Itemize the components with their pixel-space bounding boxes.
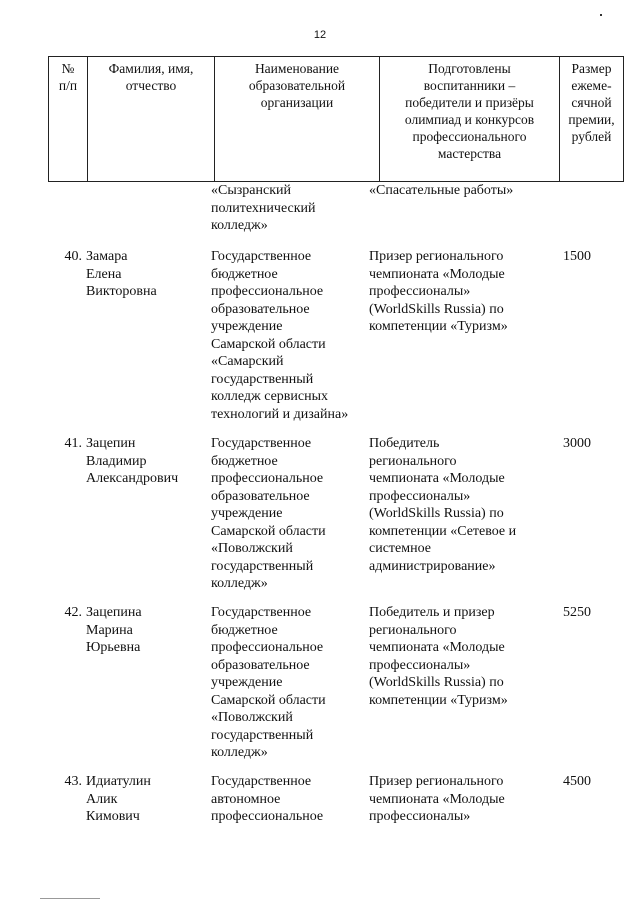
text-line: Зацепин <box>86 436 136 451</box>
text-line: учреждение <box>211 319 283 334</box>
text-line: Марина <box>86 622 133 638</box>
text-line: «Самарский <box>211 354 284 369</box>
text-line: Победитель <box>369 436 440 451</box>
achievement <box>369 773 541 826</box>
scan-mark <box>600 14 602 16</box>
text-line: образовательное <box>211 488 310 504</box>
organization <box>211 435 366 593</box>
page-number: 12 <box>313 29 327 41</box>
text-line: администрирование» <box>369 558 496 574</box>
text-line: п/п <box>58 78 78 93</box>
text-line: государственный <box>211 371 314 387</box>
bonus-amount <box>541 773 591 791</box>
text-line: Фамилия, имя, <box>108 61 194 76</box>
text-line: Замара <box>86 249 128 264</box>
footer-rule <box>40 898 100 899</box>
text-line: компетенции «Туризм» <box>369 319 508 334</box>
text-line: учреждение <box>211 675 283 690</box>
full-name <box>86 248 204 301</box>
text-line: Наименование <box>254 61 340 76</box>
organization <box>211 604 366 762</box>
achievement <box>369 182 541 200</box>
text-line: Александрович <box>86 471 179 486</box>
text-line: профессиональное <box>211 471 324 486</box>
bonus-amount <box>541 248 591 266</box>
full-name <box>86 773 204 826</box>
text-line: чемпионата «Молодые <box>369 640 505 655</box>
text-line: (WorldSkills Russia) по <box>369 301 504 317</box>
text-line: колледж» <box>211 576 268 591</box>
text-line: 43. <box>64 774 82 789</box>
achievement <box>369 435 541 575</box>
text-line: чемпионата «Молодые <box>369 471 505 486</box>
text-line: образовательной <box>248 78 346 93</box>
text-line: премии, <box>568 112 615 127</box>
text-line: колледж сервисных <box>211 389 329 404</box>
text-line: Государственное <box>211 605 312 620</box>
text-line: профессиональное <box>211 640 324 655</box>
header-org <box>215 57 380 182</box>
text-line: (WorldSkills Russia) по <box>369 675 504 690</box>
bonus-amount <box>541 435 591 453</box>
text-line: Владимир <box>86 453 147 469</box>
text-line: Самарской области <box>211 336 326 352</box>
text-line: Размер <box>571 61 612 76</box>
text-line: профессиональное <box>211 809 324 824</box>
text-line: № <box>61 61 75 76</box>
text-line: системное <box>369 541 431 556</box>
text-line: мастерства <box>437 146 502 161</box>
text-line: образовательное <box>211 657 310 673</box>
text-line: профессионалы» <box>369 657 471 673</box>
text-line: Призер регионального <box>369 249 504 264</box>
text-line: Подготовлены <box>428 61 511 76</box>
text-line: образовательное <box>211 301 310 317</box>
text-line: «Поволжский <box>211 710 293 725</box>
text-line: (WorldSkills Russia) по <box>369 506 504 521</box>
text-line: «Спасательные работы» <box>369 183 514 198</box>
text-line: колледж» <box>211 218 268 233</box>
row-number <box>48 435 82 453</box>
achievement <box>369 248 541 336</box>
text-line: Елена <box>86 266 122 282</box>
text-line: государственный <box>211 727 314 743</box>
text-line: профессионалы» <box>369 284 471 299</box>
text-line: Государственное <box>211 249 312 264</box>
text-line: 5250 <box>563 605 591 620</box>
text-line: колледж» <box>211 745 268 760</box>
text-line: олимпиад и конкурсов <box>404 112 535 127</box>
text-line: профессионалы» <box>369 488 471 504</box>
table-header <box>48 56 624 182</box>
text-line: сячной <box>571 95 612 110</box>
text-line: 41. <box>64 436 82 451</box>
row-number <box>48 604 82 622</box>
text-line: чемпионата «Молодые <box>369 266 505 282</box>
header-achievement <box>380 57 560 182</box>
text-line: 4500 <box>563 774 591 789</box>
full-name <box>86 435 204 488</box>
row-number <box>48 773 82 791</box>
text-line: регионального <box>369 453 457 469</box>
organization <box>211 248 366 423</box>
text-line: Призер регионального <box>369 774 504 789</box>
text-line: Самарской области <box>211 692 326 708</box>
text-line: 40. <box>64 249 82 264</box>
text-line: отчество <box>125 78 177 93</box>
text-line: профессионалы» <box>369 809 471 824</box>
text-line: компетенции «Туризм» <box>369 692 508 708</box>
organization <box>211 182 366 235</box>
text-line: «Поволжский <box>211 541 293 556</box>
text-line: профессионального <box>412 129 527 144</box>
text-line: Победитель и призер <box>369 605 495 620</box>
text-line: политехнический <box>211 200 316 216</box>
text-line: Идиатулин <box>86 774 151 789</box>
text-line: ежеме- <box>571 78 612 93</box>
text-line: организации <box>260 95 334 110</box>
text-line: воспитанники – <box>423 78 516 93</box>
text-line: Юрьевна <box>86 640 141 655</box>
row-number <box>48 248 82 266</box>
text-line: победители и призёры <box>405 95 534 110</box>
text-line: профессиональное <box>211 284 324 299</box>
text-line: бюджетное <box>211 622 278 638</box>
text-line: Государственное <box>211 774 312 789</box>
text-line: рублей <box>571 129 612 144</box>
text-line: учреждение <box>211 506 283 521</box>
text-line: компетенции «Сетевое и <box>369 523 517 539</box>
text-line: бюджетное <box>211 453 278 469</box>
text-line: автономное <box>211 791 281 807</box>
header-amount <box>560 57 624 182</box>
text-line: «Сызранский <box>211 183 291 198</box>
text-line: Государственное <box>211 436 312 451</box>
bonus-amount <box>541 604 591 622</box>
header-num <box>49 57 88 182</box>
header-name <box>88 57 215 182</box>
text-line: государственный <box>211 558 314 574</box>
text-line: Зацепина <box>86 605 142 620</box>
text-line: технологий и дизайна» <box>211 406 349 422</box>
text-line: Кимович <box>86 809 140 824</box>
text-line: 3000 <box>563 436 591 451</box>
achievement <box>369 604 541 709</box>
text-line: Алик <box>86 791 118 807</box>
text-line: Самарской области <box>211 523 326 539</box>
text-line: 42. <box>64 605 82 620</box>
text-line: Викторовна <box>86 284 157 299</box>
organization <box>211 773 366 826</box>
text-line: чемпионата «Молодые <box>369 791 505 807</box>
text-line: 1500 <box>563 249 591 264</box>
text-line: бюджетное <box>211 266 278 282</box>
text-line: регионального <box>369 622 457 638</box>
full-name <box>86 604 204 657</box>
